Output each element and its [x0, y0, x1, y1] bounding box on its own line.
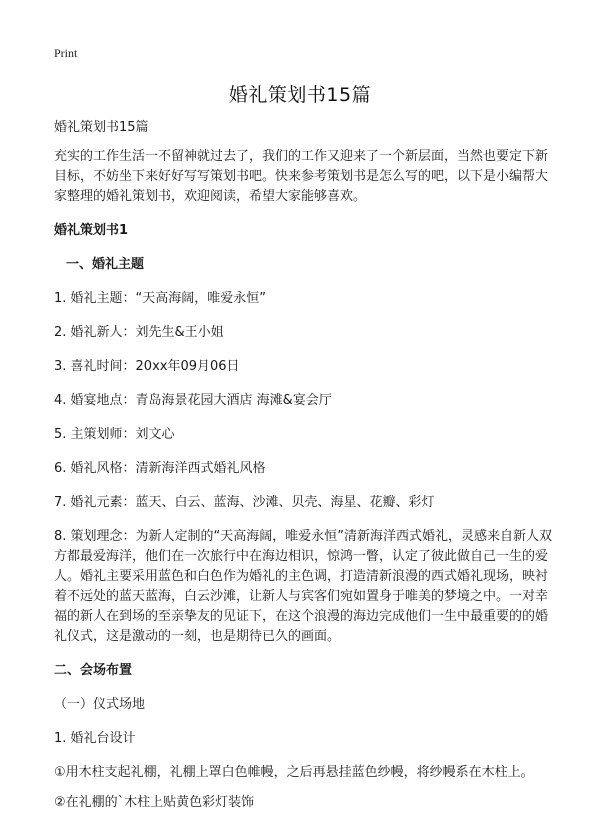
list-item: ①用木柱支起礼棚，礼棚上罩白色帷幔，之后再悬挂蓝色纱幔，将纱幔系在木柱上。: [54, 765, 534, 780]
list-item: 4. 婚宴地点：青岛海景花园大酒店 海滩&宴会厅: [54, 393, 332, 408]
section-heading: 婚礼策划书1: [54, 223, 129, 238]
stage-heading: 1. 婚礼台设计: [54, 731, 136, 746]
venue-heading: 二、会场布置: [54, 663, 133, 678]
list-item: 1. 婚礼主题：“天高海阔，唯爱永恒”: [54, 291, 267, 306]
intro-paragraph: 充实的工作生活一不留神就过去了，我们的工作又迎来了一个新层面，当然也要定下新目标，不妨坐下来好好写写策划书吧。快来参考策划书是怎么写的吧，以下是小编帮大家整理的婚礼策划书，欢迎阅读，希望大家能够喜欢。: [54, 149, 549, 204]
document-subtitle: 婚礼策划书15篇: [54, 120, 149, 135]
list-item: 8. 策划理念：为新人定制的“天高海阔，唯爱永恒”清新海洋西式婚礼，灵感来自新人双方都最爱海洋，他们在一次旅行中在海边相识，惊鸿一瞥，认定了彼此做自己一生的爱人。婚礼主要采用蓝色和白色作为婚礼的主色调，打造清新浪漫的西式婚礼现场，映衬着不远处的蓝天蓝海，白云沙滩，让新人与宾客们宛如置身于唯美的梦境之中。一对幸福的新人在到场的至亲挚友的见证下，在这个浪漫的海边完成他们一生中最重要的的婚礼仪式，这是激动的一刻，也是期待已久的画面。: [54, 529, 553, 644]
list-item: 5. 主策划师：刘文心: [54, 427, 175, 442]
list-item: 3. 喜礼时间：20xx年09月06日: [54, 359, 240, 374]
print-label: Print: [54, 46, 78, 60]
list-item: 6. 婚礼风格：清新海洋西式婚礼风格: [54, 461, 266, 476]
list-item: 2. 婚礼新人：刘先生&王小姐: [54, 325, 224, 340]
theme-heading: 一、婚礼主题: [66, 257, 145, 272]
venue-subheading: （一）仪式场地: [54, 697, 146, 712]
document-title: 婚礼策划书15篇: [228, 84, 372, 106]
list-item: 7. 婚礼元素：蓝天、白云、蓝海、沙滩、贝壳、海星、花瓣、彩灯: [54, 495, 435, 510]
list-item: ②在礼棚的`木柱上贴黄色彩灯装饰: [54, 795, 255, 810]
document-body: [54, 118, 554, 827]
